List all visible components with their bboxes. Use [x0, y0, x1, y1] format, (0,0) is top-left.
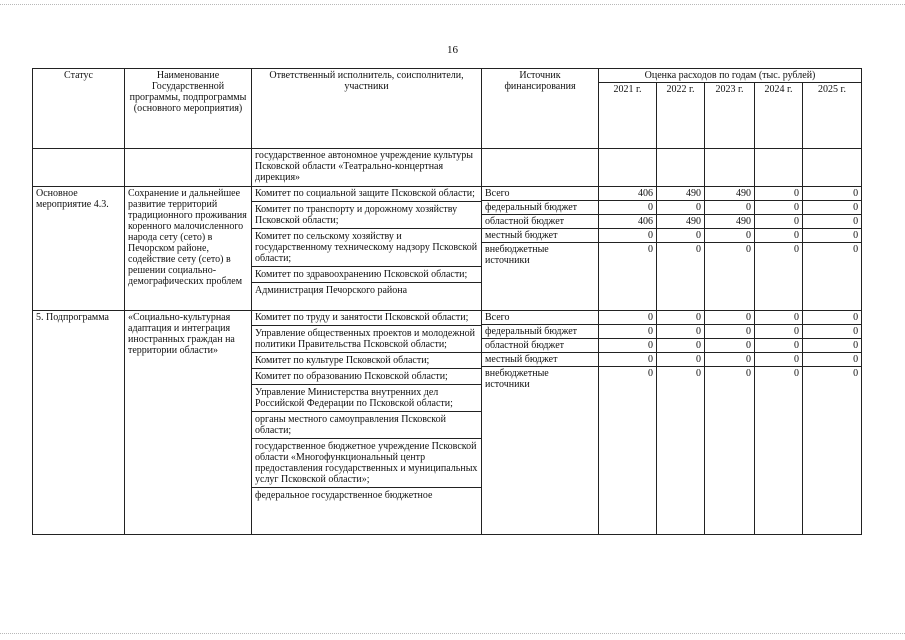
cell-value: 0	[705, 201, 755, 215]
header-funding-source: Источник финансирования	[482, 69, 599, 149]
executor-item: Комитет по культуре Псковской области;	[255, 355, 430, 366]
budget-table	[32, 68, 862, 535]
page-number: 16	[447, 44, 458, 56]
cell-value: 0	[599, 243, 657, 311]
cell-value: 0	[803, 187, 862, 201]
cell-value: 0	[755, 187, 803, 201]
executor-item: Администрация Печорского района	[255, 285, 408, 296]
cell-value: 490	[657, 215, 705, 229]
scan-edge-top	[0, 4, 905, 5]
cell-status: 5. Подпрограмма	[33, 311, 125, 535]
cell-empty	[33, 149, 125, 187]
cell-empty	[125, 149, 252, 187]
cell-value: 0	[755, 353, 803, 367]
executor-item: Комитет по транспорту и дорожному хозяйству Псковской области;	[255, 204, 458, 226]
cell-empty	[755, 149, 803, 187]
executor-item: Управление Министерства внутренних дел Российской Федерации по Псковской области;	[255, 387, 453, 409]
cell-funding-source: федеральный бюджет	[482, 325, 599, 339]
cell-executors	[252, 187, 482, 311]
cell-value: 406	[599, 215, 657, 229]
cell-value: 490	[705, 187, 755, 201]
header-year: 2025 г.	[803, 83, 862, 149]
cell-funding-source: внебюджетные источники	[482, 367, 599, 535]
cell-executor: государственное автономное учреждение культуры Псковской области «Театрально-концертная дирекция»	[252, 149, 482, 187]
header-year: 2024 г.	[755, 83, 803, 149]
cell-value: 0	[755, 243, 803, 311]
cell-executors	[252, 311, 482, 535]
cell-empty	[482, 149, 599, 187]
cell-value: 0	[705, 353, 755, 367]
cell-value: 0	[755, 325, 803, 339]
cell-value: 0	[803, 215, 862, 229]
cell-value: 0	[803, 243, 862, 311]
cell-value: 0	[803, 339, 862, 353]
cell-program-name: «Социально-культурная адаптация и интеграция иностранных граждан на территории области»	[125, 311, 252, 535]
cell-value: 0	[657, 311, 705, 325]
executor-item: органы местного самоуправления Псковской области;	[255, 414, 447, 436]
cell-value: 0	[803, 229, 862, 243]
cell-funding-source: федеральный бюджет	[482, 201, 599, 215]
executor-item: Комитет по здравоохранению Псковской области;	[255, 269, 468, 280]
cell-value: 0	[705, 339, 755, 353]
header-status: Статус	[33, 69, 125, 149]
executor-item: Комитет по образованию Псковской области;	[255, 371, 448, 382]
cell-value: 0	[803, 201, 862, 215]
table-row	[33, 187, 862, 201]
cell-value: 0	[705, 311, 755, 325]
cell-value: 0	[705, 243, 755, 311]
cell-value: 0	[755, 311, 803, 325]
cell-value: 0	[803, 367, 862, 535]
cell-value: 0	[657, 201, 705, 215]
cell-value: 0	[803, 311, 862, 325]
cell-value: 0	[657, 367, 705, 535]
cell-value: 0	[755, 215, 803, 229]
cell-value: 0	[599, 325, 657, 339]
cell-funding-source: местный бюджет	[482, 353, 599, 367]
cell-funding-source: областной бюджет	[482, 215, 599, 229]
cell-value: 0	[599, 201, 657, 215]
cell-value: 0	[657, 325, 705, 339]
header-executor: Ответственный исполнитель, соисполнители, участники	[252, 69, 482, 149]
cell-value: 0	[705, 367, 755, 535]
cell-value: 0	[755, 367, 803, 535]
cell-value: 0	[657, 339, 705, 353]
cell-value: 490	[705, 215, 755, 229]
cell-empty	[705, 149, 755, 187]
cell-value: 0	[657, 353, 705, 367]
cell-program-name: Сохранение и дальнейшее развитие территорий традиционного проживания коренного малочисленного народа сету (сето) в Печорском районе, содействие сету (сето) в решении социально-демографических проблем	[125, 187, 252, 311]
cell-value: 0	[599, 339, 657, 353]
cell-empty	[657, 149, 705, 187]
executor-item: федеральное государственное бюджетное	[255, 490, 433, 501]
cell-funding-source: Всего	[482, 187, 599, 201]
executor-item: Комитет по сельскому хозяйству и государственному техническому надзору Псковской области;	[255, 231, 478, 264]
cell-funding-source: внебюджетные источники	[482, 243, 599, 311]
cell-value: 0	[599, 353, 657, 367]
executor-item: Комитет по труду и занятости Псковской области;	[255, 312, 469, 323]
cell-value: 0	[657, 229, 705, 243]
cell-funding-source: областной бюджет	[482, 339, 599, 353]
cell-value: 490	[657, 187, 705, 201]
cell-value: 406	[599, 187, 657, 201]
cell-funding-source: местный бюджет	[482, 229, 599, 243]
scan-edge-bottom	[0, 633, 905, 634]
cell-funding-source: Всего	[482, 311, 599, 325]
cell-empty	[599, 149, 657, 187]
cell-empty	[803, 149, 862, 187]
table-row	[33, 311, 862, 325]
cell-value: 0	[599, 229, 657, 243]
table-row-continuation	[33, 149, 862, 187]
cell-value: 0	[803, 353, 862, 367]
cell-value: 0	[599, 367, 657, 535]
header-year: 2021 г.	[599, 83, 657, 149]
header-program-name: Наименование Государственной программы, подпрограммы (основного мероприятия)	[125, 69, 252, 149]
cell-value: 0	[755, 229, 803, 243]
executor-item: Комитет по социальной защите Псковской области;	[255, 188, 475, 199]
header-year: 2023 г.	[705, 83, 755, 149]
cell-value: 0	[803, 325, 862, 339]
cell-value: 0	[705, 229, 755, 243]
cell-value: 0	[755, 201, 803, 215]
cell-value: 0	[599, 311, 657, 325]
executor-item: государственное бюджетное учреждение Псковской области «Многофункциональный центр предоставления государственных и муниципальных услуг Псковской области»;	[255, 441, 478, 485]
executor-item: Управление общественных проектов и молодежной политики Правительства Псковской области;	[255, 328, 475, 350]
header-costs: Оценка расходов по годам (тыс. рублей)	[599, 69, 862, 83]
header-year: 2022 г.	[657, 83, 705, 149]
cell-value: 0	[705, 325, 755, 339]
cell-value: 0	[657, 243, 705, 311]
cell-value: 0	[755, 339, 803, 353]
cell-status: Основное мероприятие 4.3.	[33, 187, 125, 311]
